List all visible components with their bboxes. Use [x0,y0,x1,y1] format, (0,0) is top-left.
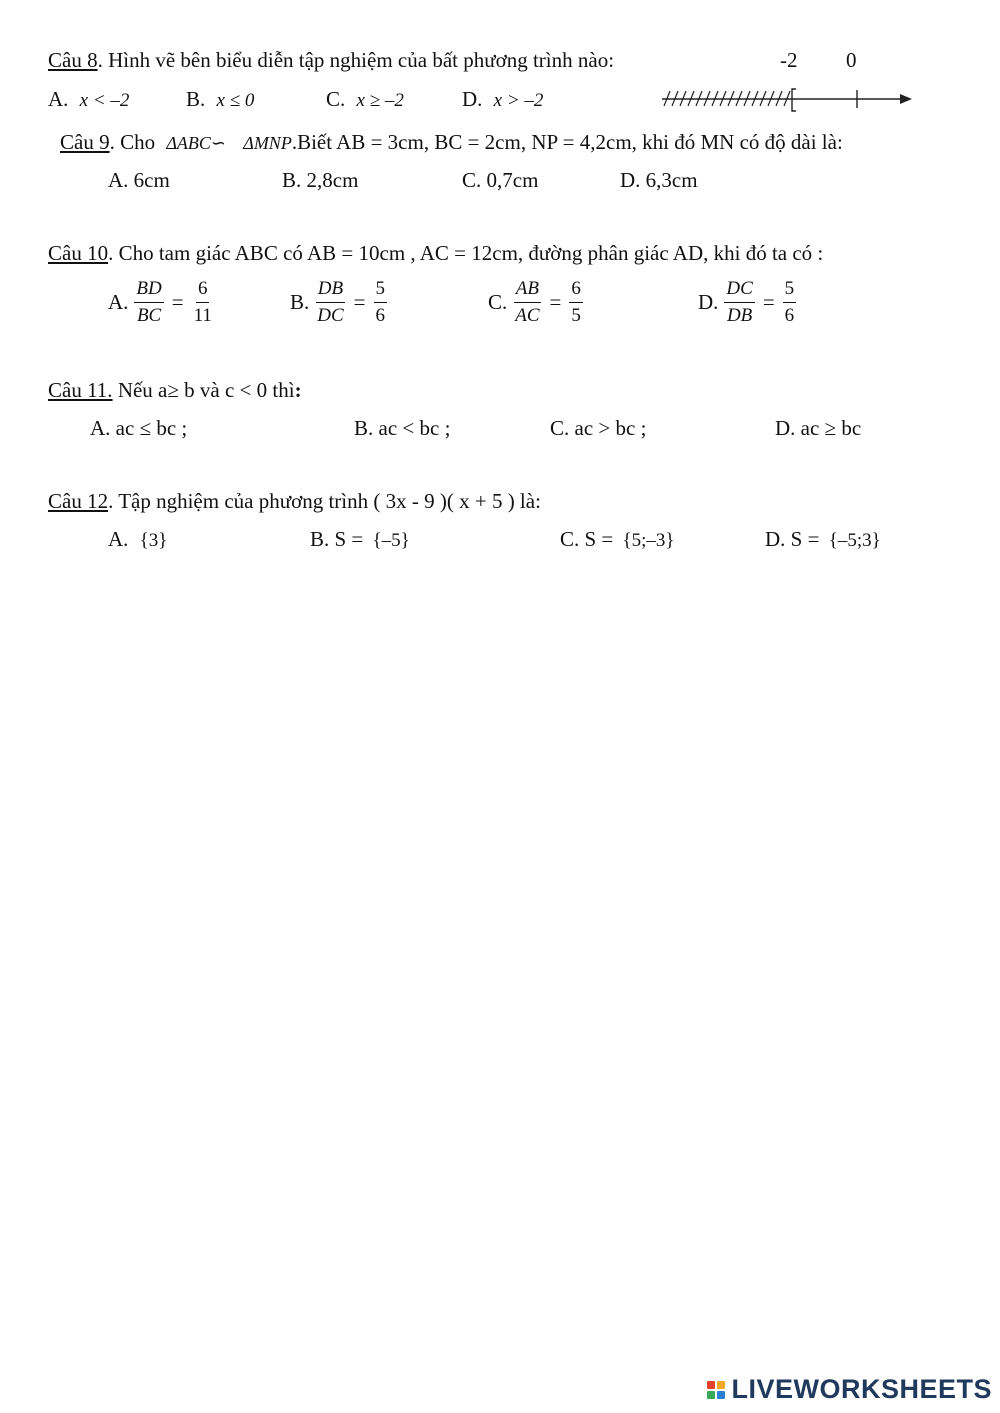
question-12-text: . Tập nghiệm của phương trình ( 3x - 9 )( x + 5 ) là: [108,489,541,513]
option-expression: x > –2 [493,90,544,111]
option-letter: C. S = [560,527,614,551]
ratio-fraction [134,278,163,327]
fraction-denominator: DB [726,304,753,326]
equals-sign: = [353,289,366,314]
question-11-prompt [48,380,302,401]
fraction-denominator: 6 [375,304,386,326]
question-9-label: Câu 9 [60,130,110,154]
question-10-prompt [48,243,823,264]
question-9-text: . Cho [109,130,156,154]
value-fraction [374,278,388,327]
ratio-fraction [513,278,541,327]
option-letter: D. [462,87,483,111]
question-8-option-a[interactable] [48,89,129,110]
option-set: {–5;3} [828,530,881,551]
fraction-numerator: DB [316,278,345,303]
option-set: {–5} [372,530,410,551]
fraction-numerator: 6 [196,278,210,303]
fraction-denominator: 6 [784,304,795,326]
ratio-fraction [315,278,345,327]
question-10-label: Câu 10 [48,241,109,265]
fraction-numerator: 5 [783,278,797,303]
question-11-label: Câu 11. [48,378,113,402]
question-8-text: . Hình vẽ bên biểu diễn tập nghiệm của bất phương trình nào: [97,48,615,72]
fraction-numerator: 5 [374,278,388,303]
value-fraction [783,278,797,327]
option-letter: C. [488,289,508,314]
fraction-numerator: 6 [569,278,583,303]
question-9-option-c[interactable]: C. 0,7cm [462,168,539,192]
option-letter: A. [48,87,69,111]
question-9-given: .Biết AB = 3cm, BC = 2cm, NP = 4,2cm, khi đó MN có độ dài là: [291,130,843,154]
ratio-fraction [724,278,754,327]
question-11-option-a[interactable]: A. ac ≤ bc ; [90,416,188,440]
question-12-prompt [48,491,541,512]
option-letter: D. S = [765,527,820,551]
question-12-option-c[interactable] [560,529,675,550]
option-expression: x < –2 [79,90,130,111]
liveworksheets-logo [707,1374,992,1405]
question-11-option-d[interactable]: D. ac ≥ bc [775,416,862,440]
option-letter: C. [326,87,346,111]
fraction-numerator: BD [134,278,163,303]
question-8-option-b[interactable] [186,89,254,110]
liveworksheets-logo-icon [707,1381,725,1399]
question-11-option-c[interactable]: C. ac > bc ; [550,416,647,440]
option-letter: B. [186,87,206,111]
question-10-text: . Cho tam giác ABC có AB = 10cm , AC = 12cm, đường phân giác AD, khi đó ta có : [108,241,824,265]
logo-text: LIVEWORKSHEETS [731,1374,992,1404]
option-set: {3} [139,530,168,551]
equals-sign: = [549,289,562,314]
question-11-text: Nếu a≥ b và c < 0 thì [112,378,295,402]
question-10-option-d[interactable] [698,278,796,327]
similar-symbol: ∽ [210,133,226,153]
option-set: {5;–3} [622,530,675,551]
option-letter: B. S = [310,527,364,551]
question-9-prompt [60,132,843,153]
numberline-label-b: 0 [846,48,857,72]
fraction-denominator: 11 [193,304,212,326]
question-11-option-b[interactable]: B. ac < bc ; [354,416,451,440]
option-expression: x ≤ 0 [216,90,255,111]
equals-sign: = [762,289,775,314]
question-9-option-b[interactable]: B. 2,8cm [282,168,359,192]
question-9-option-d[interactable]: D. 6,3cm [620,168,698,192]
question-12-option-a[interactable] [108,529,167,550]
question-12-option-b[interactable] [310,529,410,550]
option-letter: A. [108,289,129,314]
triangle-abc: ΔABC [166,133,211,153]
axis-arrow [900,94,912,104]
fraction-denominator: AC [515,304,540,326]
equals-sign: = [171,289,184,314]
question-12-label: Câu 12 [48,489,109,513]
question-8-label: Câu 8 [48,48,98,72]
question-11-colon: : [294,378,302,402]
numberline-label-a: -2 [780,48,798,72]
question-9-option-a[interactable]: A. 6cm [108,168,170,192]
fraction-numerator: DC [724,278,754,303]
question-12-option-d[interactable] [765,529,881,550]
triangle-mnp: ΔMNP [243,133,292,153]
number-line-diagram [660,84,916,114]
question-10-option-b[interactable] [290,278,387,327]
option-letter: A. [108,527,129,551]
question-10-option-a[interactable] [108,278,214,327]
option-letter: D. [698,289,719,314]
question-8-option-d[interactable] [462,89,543,110]
value-fraction [192,278,214,327]
value-fraction [569,278,583,327]
bracket-mark [792,89,796,111]
fraction-denominator: DC [317,304,344,326]
fraction-denominator: BC [136,304,162,326]
question-10-option-c[interactable] [488,278,583,327]
fraction-denominator: 5 [571,304,581,326]
option-letter: B. [290,289,310,314]
question-8-option-c[interactable] [326,89,404,110]
option-expression: x ≥ –2 [356,90,404,111]
fraction-numerator: AB [514,278,541,303]
question-8-prompt [48,50,614,71]
